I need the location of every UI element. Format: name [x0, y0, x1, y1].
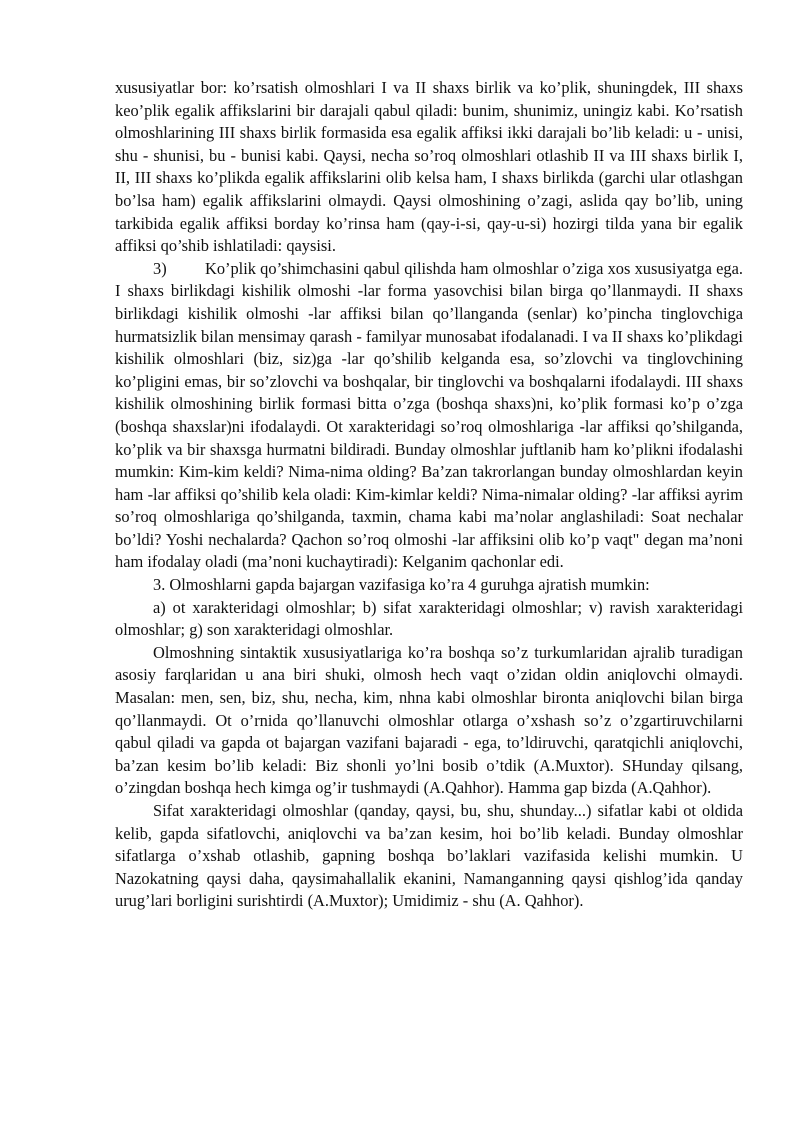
paragraph-groups-list: a) ot xarakteridagi olmoshlar; b) sifat xarakteridagi olmoshlar; v) ravish xarakteridagi olmoshlar; g) son xarakteridagi olmoshlar.: [115, 597, 743, 640]
paragraph-syntactic-features: Olmoshning sintaktik xususiyatlariga ko’ra boshqa so’z turkumlaridan ajralib turadigan asosiy farqlaridan u ana biri shuki, olmosh hech vaqt o’zidan oldin aniqlovchi olmaydi. Masalan: men, sen, biz, shu, necha, kim, nhna kabi olmoshlar bironta aniqlovchi bilan birga qo’llanmaydi. Ot o’rnida qo’llanuvchi olmoshlar otlarga o’xshash so’z o’zgartiruvchilarni qabul qiladi va gapda ot bajargan vazifani bajaradi - ega, to’ldiruvchi, qaratqichli aniqlovchi, ba’zan kesim bo’lib keladi: Biz shonli yo’lni bosib o’tdik (A.Muxtor). SHunday qilsang, o’zingdan boshqa hech kimga og’ir tushmaydi (A.Qahhor). Hamma gap bizda (A.Qahhor).: [115, 642, 743, 798]
paragraph-continuation: xususiyatlar bor: ko’rsatish olmoshlari I va II shaxs birlik va ko’plik, shuningdek, III shaxs keo’plik egalik affikslarini bir darajali qabul qiladi: bunim, shunimiz, uningiz kabi. Ko’rsatish olmoshlarining III shaxs birlik formasida esa egalik affiksi ikki darajali bo’lib keladi: u - unisi, shu - shunisi, bu - bunisi kabi. Qaysi, necha so’roq olmoshlari otlashib II va III shaxs birlik I, II, III shaxs ko’plikda egalik affikslarini olib kelsa ham, I shaxs birlikda (garchi ular otlashgan bo’lsa ham) egalik affikslarini olmaydi. Qaysi olmoshining o’zagi, aslida qay bo’lib, uning tarkibida egalik affiksi borday ko’rinsa ham (qay-i-si, qay-u-si) hozirgi tilda yana bir egalik affiksi qo’shib ishlatiladi: qaysisi.: [115, 78, 743, 256]
document-page: [115, 77, 743, 913]
paragraph-adjective-pronouns: Sifat xarakteridagi olmoshlar (qanday, qaysi, bu, shu, shunday...) sifatlar kabi ot oldida kelib, gapda sifatlovchi, aniqlovchi va ba’zan kesim, hoi bo’lib keladi. Bunday olmoshlar sifatlarga o’xshab otlashib, gapning boshqa bo’laklari vazifasida kelishi mumkin. U Nazokatning qaysi daha, qaysimahallalik ekanini, Namanganning qaysi qishlog’ida qanday urug’lari borligini surishtirdi (A.Muxtor); Umidimiz - shu (A. Qahhor).: [115, 801, 743, 911]
paragraph-text: Ko’plik qo’shimchasini qabul qilishda ham olmoshlar o’ziga xos xususiyatga ega. I shaxs birlikdagi kishilik olmoshi -lar forma yasovchisi bilan birga qo’llanmaydi. II shaxs birlikdagi kishilik olmoshi -lar affiksi bilan qo’llanganda (senlar) ko’pincha tinglovchiga hurmatsizlik bilan mensimay qarash - familyar munosabat ifodalanadi. I va II shaxs ko’plikdagi kishilik olmoshlari (biz, siz)ga -lar qo’shilib kelganda esa, so’zlovchi va tinglovchining ko’pligini emas, bir so’zlovchi va boshqalar, bir tinglovchi va boshqalarni ifodalaydi. III shaxs kishilik olmoshining birlik formasi bitta o’zga (boshqa shaxs)ni, ko’plik formasi ko’p o’zga (boshqa shaxslar)ni ifodalaydi. Ot xarakteridagi so’roq olmoshlariga -lar affiksi qo’shilganda, ko’plik va bir shaxsga hurmatni bildiradi. Bunday olmoshlar juftlanib ham ko’plikni ifodalashi mumkin: Kim-kim keldi? Nima-nima olding? Ba’zan takrorlangan bunday olmoshlardan keyin ham -lar affiksi qo’shilib kela oladi: Kim-kimlar keldi? Nima-nimalar olding? -lar affiksi ayrim so’roq olmoshlariga qo’shilganda, taxmin, chama kabi ma’nolar anglashiladi: Soat nechalar bo’ldi? Yoshi nechalarda? Qachon so’roq olmoshi -lar affiksini olib ko’p vaqt" degan ma’noni ham ifodalay oladi (ma’noni kuchaytiradi): Kelganim qachonlar edi.: [115, 258, 743, 572]
paragraph-number: 3): [153, 258, 167, 278]
paragraph-section-3: 3. Olmoshlarni gapda bajargan vazifasiga ko’ra 4 guruhga ajratish mumkin:: [153, 575, 650, 595]
paragraph-point-3: [115, 258, 743, 574]
